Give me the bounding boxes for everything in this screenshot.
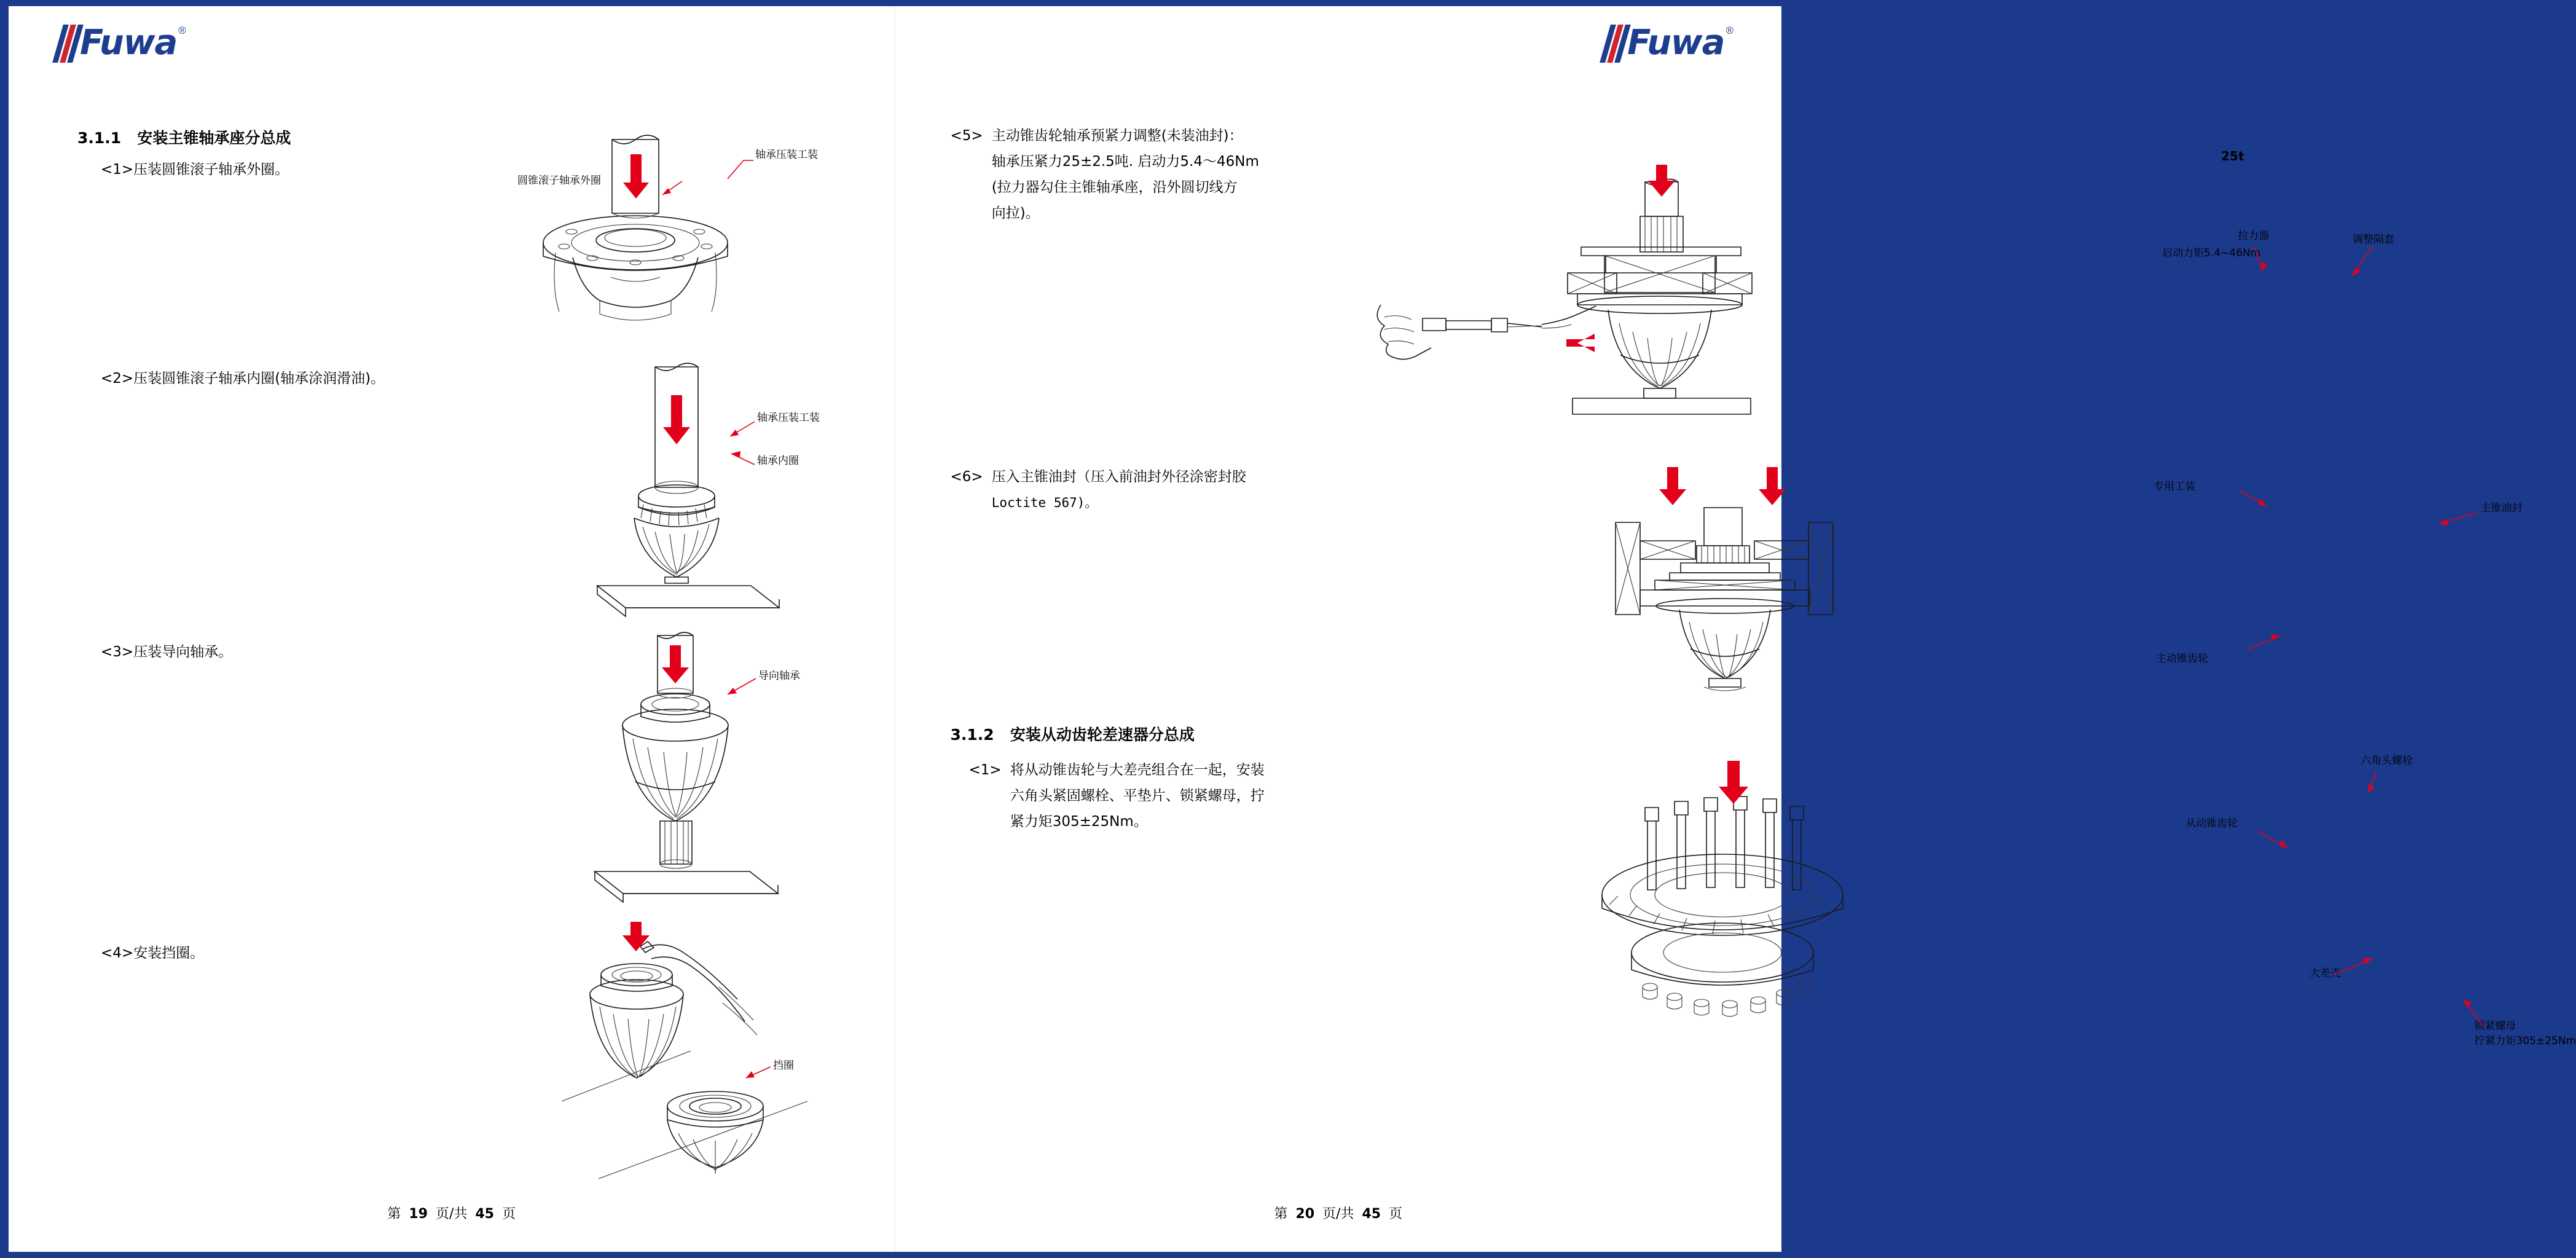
page-right	[895, 6, 2576, 1252]
step-line: 轴承压紧力25±2.5吨. 启动力5.4～46Nm	[991, 154, 1259, 170]
label-diff-case: 大差壳	[2309, 967, 2341, 980]
section-number: 3.1.1	[77, 129, 122, 147]
step-number: <3>	[101, 644, 134, 660]
footer-suffix: 页	[1389, 1206, 1403, 1222]
footer-total-pages: 45	[1362, 1206, 1381, 1222]
step-number: <5>	[950, 128, 983, 144]
leader-lines-fig2	[691, 412, 771, 479]
section-title-311	[77, 126, 291, 148]
footer-total-pages: 45	[475, 1206, 495, 1222]
label-press-tool-2: 轴承压装工装	[757, 412, 820, 424]
logo-wordmark: Fuwa	[1627, 23, 1725, 63]
figure-press-inner-ring	[562, 360, 807, 618]
step-line: 将从动锥齿轮与大差壳组合在一起，安装	[1010, 762, 1265, 778]
step-text: 压装导向轴承。	[133, 644, 233, 660]
leader-lines-fig5	[2241, 243, 2401, 298]
section-title-312	[951, 723, 1195, 745]
step-text: 压装圆锥滚子轴承外圈。	[133, 162, 289, 178]
footer-middle: 页/共	[436, 1206, 468, 1222]
logo-wordmark: Fuwa	[80, 23, 178, 63]
leader-line-outer-ring	[642, 157, 777, 206]
step-text-block	[992, 464, 1246, 516]
step-line: (拉力器勾住主锥轴承座，沿外圆切线方	[991, 179, 1238, 195]
logo-bars-icon	[1604, 25, 1625, 63]
step-item-7	[969, 757, 1362, 835]
section-heading: 安装主锥轴承座分总成	[137, 129, 291, 147]
locknut-line-1: 锁紧螺母	[2474, 1020, 2516, 1032]
step-line: 六角头紧固螺栓、平垫片、锁紧螺母，拧	[1010, 788, 1265, 804]
step-item-6	[951, 464, 1332, 516]
page-footer-left	[9, 1203, 895, 1222]
footer-prefix: 第	[1274, 1206, 1288, 1222]
footer-prefix: 第	[387, 1206, 401, 1222]
step-item-4	[101, 940, 204, 966]
leader-lines-fig7	[2180, 766, 2524, 1048]
label-driven-bevel-gear: 从动锥齿轮	[2185, 817, 2238, 830]
step-number: <6>	[950, 469, 983, 485]
step-number: <2>	[101, 371, 134, 387]
step-item-2	[101, 366, 385, 391]
step-item-5	[951, 123, 1332, 226]
section-heading: 安装从动齿轮差速器分总成	[1010, 726, 1195, 744]
step-text-block	[992, 123, 1259, 226]
step-number: <1>	[968, 762, 1002, 778]
logo-bars-icon	[57, 25, 77, 63]
label-inner-ring: 轴承内圈	[757, 455, 799, 467]
leader-lines-fig6	[2149, 486, 2493, 670]
logo-registered-mark: ®	[1726, 25, 1734, 36]
label-hex-bolt: 六角头螺栓	[2360, 755, 2413, 767]
footer-page-number: 19	[409, 1206, 428, 1222]
label-start-torque: 启动力矩5.4~46Nm	[2162, 247, 2261, 259]
label-special-tool: 专用工装	[2153, 481, 2196, 493]
page-left	[9, 6, 895, 1252]
step-item-3	[101, 639, 232, 665]
step-line: 紧力矩305±25Nm。	[1010, 814, 1148, 830]
label-adjust-spacer: 调整隔套	[2352, 234, 2395, 246]
label-puller: 拉力器	[2237, 230, 2269, 242]
step-line: 向拉)。	[991, 205, 1040, 221]
logo-registered-mark: ®	[178, 25, 186, 36]
step-text: 压装圆锥滚子轴承内圈(轴承涂润滑油)。	[133, 371, 385, 387]
figure-press-oil-seal	[1584, 449, 1866, 694]
footer-suffix: 页	[502, 1206, 516, 1222]
leader-line-snap-ring	[728, 1061, 783, 1091]
footer-middle: 页/共	[1322, 1206, 1354, 1222]
step-number: <1>	[101, 162, 134, 178]
step-text-block	[1010, 757, 1265, 835]
step-item-1	[101, 157, 289, 183]
footer-page-number: 20	[1295, 1206, 1315, 1222]
locknut-line-2: 拧紧力矩305±25Nm	[2474, 1035, 2576, 1047]
page-footer-right	[895, 1203, 1782, 1222]
label-load-25t: 25t	[2221, 149, 2244, 163]
figure-install-snap-ring	[562, 922, 807, 1180]
label-outer-ring: 圆锥滚子轴承外圈	[517, 175, 601, 187]
step-line: Loctite 567)。	[991, 495, 1098, 510]
section-number: 3.1.2	[950, 726, 994, 744]
step-line: 主动锥齿轮轴承预紧力调整(未装油封)：	[991, 128, 1243, 144]
label-drive-bevel-gear: 主动锥齿轮	[2156, 653, 2209, 665]
figure-differential-assembly	[1565, 750, 1885, 1069]
document-spread	[9, 6, 2576, 1252]
label-press-tool-1: 轴承压装工装	[755, 149, 818, 161]
step-line: 压入主锥油封（压入前油封外径涂密封胶	[991, 469, 1246, 485]
label-pilot-bearing: 导向轴承	[758, 670, 800, 682]
step-number: <4>	[101, 945, 134, 961]
label-main-oil-seal: 主锥油封	[2480, 502, 2523, 514]
fuwa-logo-left	[57, 25, 186, 63]
leader-line-pilot	[697, 671, 771, 708]
label-snap-ring: 挡圈	[773, 1059, 794, 1072]
fuwa-logo-right	[1604, 25, 1734, 63]
step-text: 安装挡圈。	[133, 945, 205, 961]
figure-preload-adjustment	[1356, 160, 1762, 418]
